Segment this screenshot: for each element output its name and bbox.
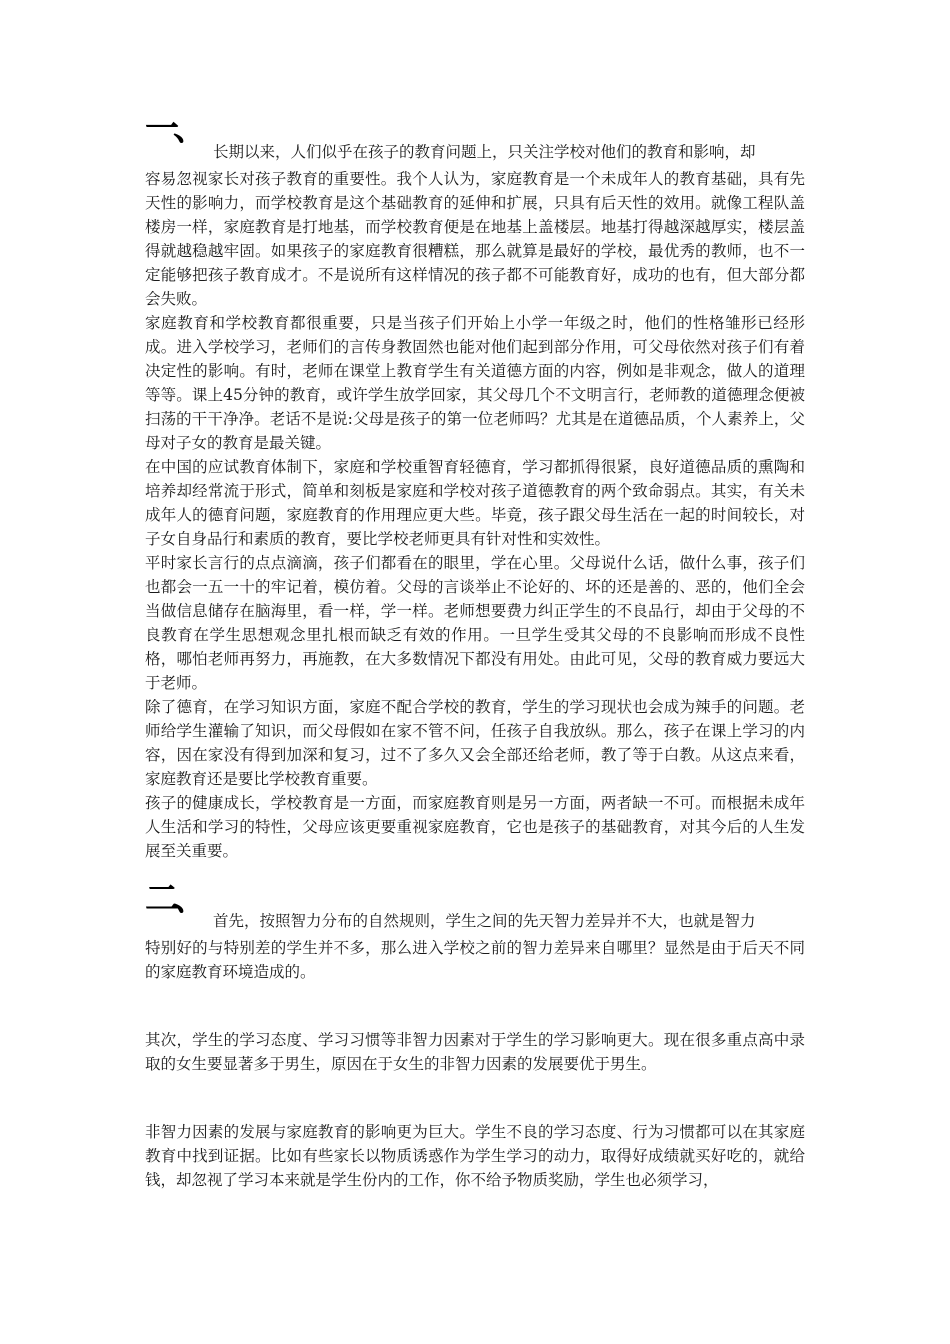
section-1-paragraph-2: 家庭教育和学校教育都很重要，只是当孩子们开始上小学一年级之时，他们的性格雏形已经形成。进入学校学习，老师们的言传身教固然也能对他们起到部分作用，可父母依然对孩子们有着决定性的影响。有时，老师在课堂上教育学生有关道德方面的内容，例如是非观念，做人的道理等等。课上45分钟的教育，或许学生放学回家，其父母几个不文明言行，老师教的道德理念便被扫荡的干干净净。老话不是说:父母是孩子的第一位老师吗？尤其是在道德品质，个人素养上，父母对子女的教育是最关键。 [145,314,805,452]
section-2-first-line: 首先，按照智力分布的自然规则，学生之间的先天智力差异并不大，也就是智力 [213,912,756,930]
section-2-paragraph-2: 其次，学生的学习态度、学习习惯等非智力因素对于学生的学习影响更大。现在很多重点高中录取的女生要显著多于男生，原因在于女生的非智力因素的发展要优于男生。 [145,1031,805,1073]
section-1-heading: 一、 [145,109,201,149]
section-2-paragraph-1: 特别好的与特别差的学生并不多，那么进入学校之前的智力差异来自哪里？显然是由于后天不同的家庭教育环境造成的。 [145,939,805,981]
section-1-paragraph-1: 容易忽视家长对孩子教育的重要性。我个人认为，家庭教育是一个未成年人的教育基础，具有先天性的影响力，而学校教育是这个基础教育的延伸和扩展，只具有后天性的效用。就像工程队盖楼房一样，家庭教育是打地基，而学校教育便是在地基上盖楼层。地基打得越深越厚实，楼层盖得就越稳越牢固。如果孩子的家庭教育很糟糕，那么就算是最好的学校，最优秀的教师，也不一定能够把孩子教育成才。不是说所有这样情况的孩子都不可能教育好，成功的也有，但大部分都会失败。 [145,170,805,308]
section-2-paragraph-3: 非智力因素的发展与家庭教育的影响更为巨大。学生不良的学习态度、行为习惯都可以在其家庭教育中找到证据。比如有些家长以物质诱惑作为学生学习的动力，取得好成绩就买好吃的，就给钱，却忽视了学习本来就是学生份内的工作，你不给予物质奖励，学生也必须学习， [145,1123,805,1189]
section-1-first-line: 长期以来，人们似乎在孩子的教育问题上，只关注学校对他们的教育和影响，却 [213,143,756,161]
section-1-paragraph-5: 除了德育，在学习知识方面，家庭不配合学校的教育，学生的学习现状也会成为辣手的问题。老师给学生灌输了知识，而父母假如在家不管不问，任孩子自我放纵。那么，孩子在课上学习的内容，因在家没有得到加深和复习，过不了多久又会全部还给老师，教了等于白教。从这点来看，家庭教育还是要比学校教育重要。 [145,698,805,788]
section-2-body [145,909,805,1192]
section-1-paragraph-3: 在中国的应试教育体制下，家庭和学校重智育轻德育，学习都抓得很紧，良好道德品质的熏陶和培养却经常流于形式，简单和刻板是家庭和学校对孩子道德教育的两个致命弱点。其实，有关未成年人的德育问题，家庭教育的作用理应更大些。毕竟，孩子跟父母生活在一起的时间较长，对子女自身品行和素质的教育，要比学校老师更具有针对性和实效性。 [145,458,805,548]
section-2-heading: 二、 [145,879,201,919]
section-1-paragraph-6: 孩子的健康成长，学校教育是一方面，而家庭教育则是另一方面，两者缺一不可。而根据未成年人生活和学习的特性，父母应该更要重视家庭教育，它也是孩子的基础教育，对其今后的人生发展至关重要。 [145,794,805,860]
section-1-paragraph-4: 平时家长言行的点点滴滴，孩子们都看在的眼里，学在心里。父母说什么话，做什么事，孩子们也都会一五一十的牢记着，模仿着。父母的言谈举止不论好的、坏的还是善的、恶的，他们全会当做信息储存在脑海里，看一样，学一样。老师想要费力纠正学生的不良品行，却由于父母的不良教育在学生思想观念里扎根而缺乏有效的作用。一旦学生受其父母的不良影响而形成不良性格，哪怕老师再努力，再施教，在大多数情况下都没有用处。由此可见，父母的教育威力要远大于老师。 [145,554,805,692]
section-1-body [145,140,805,863]
